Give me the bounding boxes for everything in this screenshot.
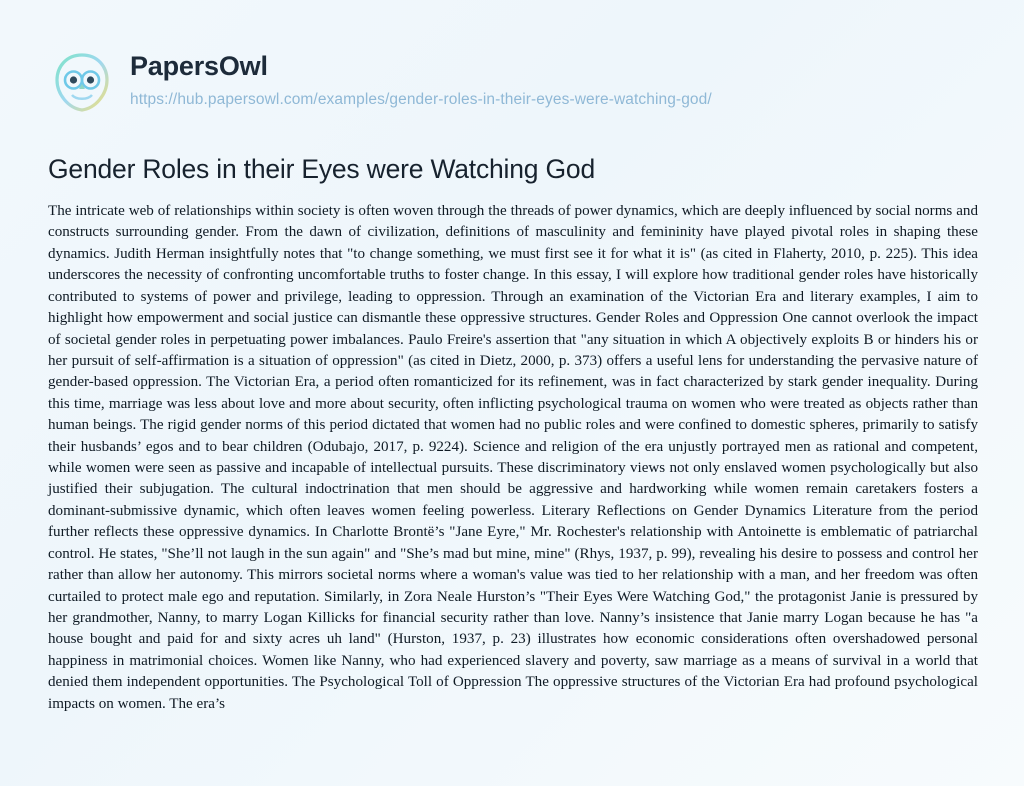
brand-name: PapersOwl <box>130 51 268 81</box>
article-body: The intricate web of relationships within society is often woven through the threads of power dynamics, which are deeply influenced by social norms and constructs surrounding gender. From the dawn of civilization, definitions of masculinity and femininity have played pivotal roles in shaping these dynamics. Judith Herman insightfully notes that "to change something, we must first see it for what it is" (as cited in Flaherty, 2010, p. 225). This idea underscores the necessity of confronting uncomfortable truths to foster change. In this essay, I will explore how traditional gender roles have historically contributed to systems of power and privilege, leading to oppression. Through an examination of the Victorian Era and literary examples, I aim to highlight how empowerment and social justice can dismantle these oppressive structures. Gender Roles and Oppression One cannot overlook the impact of societal gender roles in perpetuating power imbalances. Paulo Freire's assertion that "any situation in which A objectively exploits B or hinders his or her pursuit of self-affirmation is a situation of oppression" (as cited in Dietz, 2000, p. 373) offers a useful lens for understanding the pervasive nature of gender-based oppression. The Victorian Era, a period often romanticized for its refinement, was in fact characterized by stark gender inequality. During this time, marriage was less about love and more about security, often inflicting psychological trauma on women who were treated as objects rather than human beings. The rigid gender norms of this period dictated that women had no public roles and were confined to domestic spheres, primarily to satisfy their husbands’ egos and to bear children (Odubajo, 2017, p. 9224). Science and religion of the era unjustly portrayed men as rational and competent, while women were seen as passive and incapable of intellectual pursuits. These discriminatory views not only enslaved women psychologically but also justified their subjugation. The cultural indoctrination that men should be aggressive and hardworking while women remain caretakers fosters a dominant-submissive dynamic, which often leaves women feeling powerless. Literary Reflections on Gender Dynamics Literature from the period further reflects these oppressive dynamics. In Charlotte Brontë’s "Jane Eyre," Mr. Rochester's relationship with Antoinette is emblematic of patriarchal control. He states, "She’ll not laugh in the sun again" and "She’s mad but mine, mine" (Rhys, 1937, p. 99), revealing his desire to possess and control her rather than allow her autonomy. This mirrors societal norms where a woman's value was tied to her relationship with a man, and her freedom was often curtailed to protect male ego and reputation. Similarly, in Zora Neale Hurston’s "Their Eyes Were Watching God," the protagonist Janie is pressured by her grandmother, Nanny, to marry Logan Killicks for financial security rather than love. Nanny’s insistence that Janie marry Logan because he has "a house bought and paid for and sixty acres uh land" (Hurston, 1937, p. 23) illustrates how economic considerations often overshadowed personal happiness in matrimonial choices. Women like Nanny, who had experienced slavery and poverty, saw marriage as a means of survival in a world that denied them independent opportunities. The Psychological Toll of Oppression The oppressive structures of the Victorian Era had profound psychological impacts on women. The era’s <box>48 203 978 712</box>
page-title: Gender Roles in their Eyes were Watching God <box>48 154 595 184</box>
brand-block <box>130 46 712 109</box>
page-url[interactable]: https://hub.papersowl.com/examples/gender-roles-in-their-eyes-were-watching-god/ <box>130 90 712 108</box>
owl-logo-icon <box>50 50 114 114</box>
site-header <box>50 46 978 114</box>
